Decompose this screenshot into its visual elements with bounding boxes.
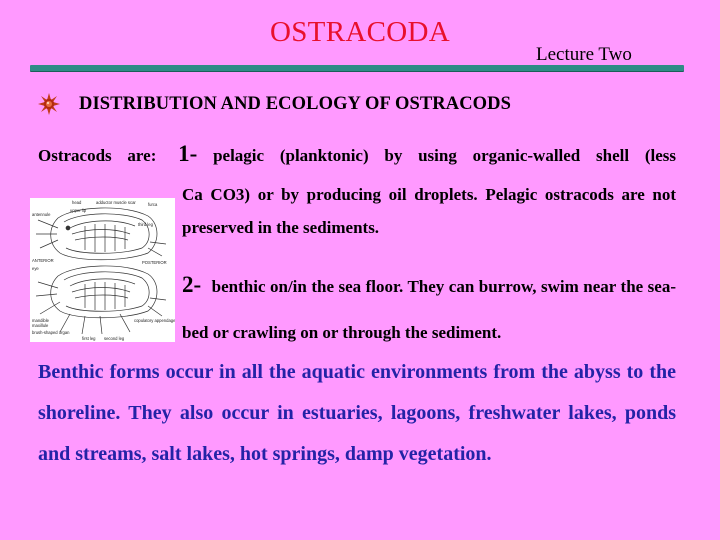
svg-text:furca: furca xyxy=(148,202,158,207)
item-number-2: 2- xyxy=(182,272,202,297)
svg-text:mandible: mandible xyxy=(32,318,49,323)
svg-text:adductor muscle scar: adductor muscle scar xyxy=(96,200,136,205)
title-divider xyxy=(30,65,684,71)
svg-text:first leg: first leg xyxy=(82,336,96,341)
svg-text:POSTERIOR: POSTERIOR xyxy=(142,260,167,265)
svg-text:antennule: antennule xyxy=(32,212,51,217)
paragraph-1-first-line xyxy=(38,141,676,167)
paragraph-2-text: benthic on/in the sea floor. They can burrow, swim near the sea-bed or crawling on or through the sediment. xyxy=(182,277,677,342)
heading-row xyxy=(38,92,511,116)
paragraph-1-first-line-text: pelagic (planktonic) by using organic-walled shell (less xyxy=(213,146,677,165)
section-heading: DISTRIBUTION AND ECOLOGY OF OSTRACODS xyxy=(79,93,512,114)
svg-text:head: head xyxy=(72,200,82,205)
svg-text:eye: eye xyxy=(32,266,39,271)
slide-subtitle: Lecture Two xyxy=(536,44,632,65)
item-number-1: 1- xyxy=(178,141,198,166)
ostracod-anatomy-figure xyxy=(30,198,175,342)
svg-text:brush-shaped organ: brush-shaped organ xyxy=(32,330,70,335)
ostracods-are-label: Ostracods are: xyxy=(38,146,157,165)
svg-text:second leg: second leg xyxy=(104,336,125,341)
paragraph-1-rest: Ca CO3) or by producing oil droplets. Pelagic ostracods are not preserved in the sediments. xyxy=(182,185,676,237)
svg-text:upper lip: upper lip xyxy=(70,208,87,213)
paragraph-2 xyxy=(182,262,676,356)
svg-text:copulatory appendage: copulatory appendage xyxy=(134,318,175,323)
svg-text:third leg: third leg xyxy=(138,222,153,227)
paragraph-3: Benthic forms occur in all the aquatic environments from the abyss to the shoreline. They also occur in estuaries, lagoons, freshwater lakes, ponds and streams, salt lakes, hot springs, damp vegetation. xyxy=(38,361,676,465)
svg-text:maxillule: maxillule xyxy=(32,323,49,328)
sunburst-bullet-icon xyxy=(38,93,60,115)
slide-title: OSTRACODA xyxy=(270,16,450,48)
svg-text:ANTERIOR: ANTERIOR xyxy=(32,258,54,263)
